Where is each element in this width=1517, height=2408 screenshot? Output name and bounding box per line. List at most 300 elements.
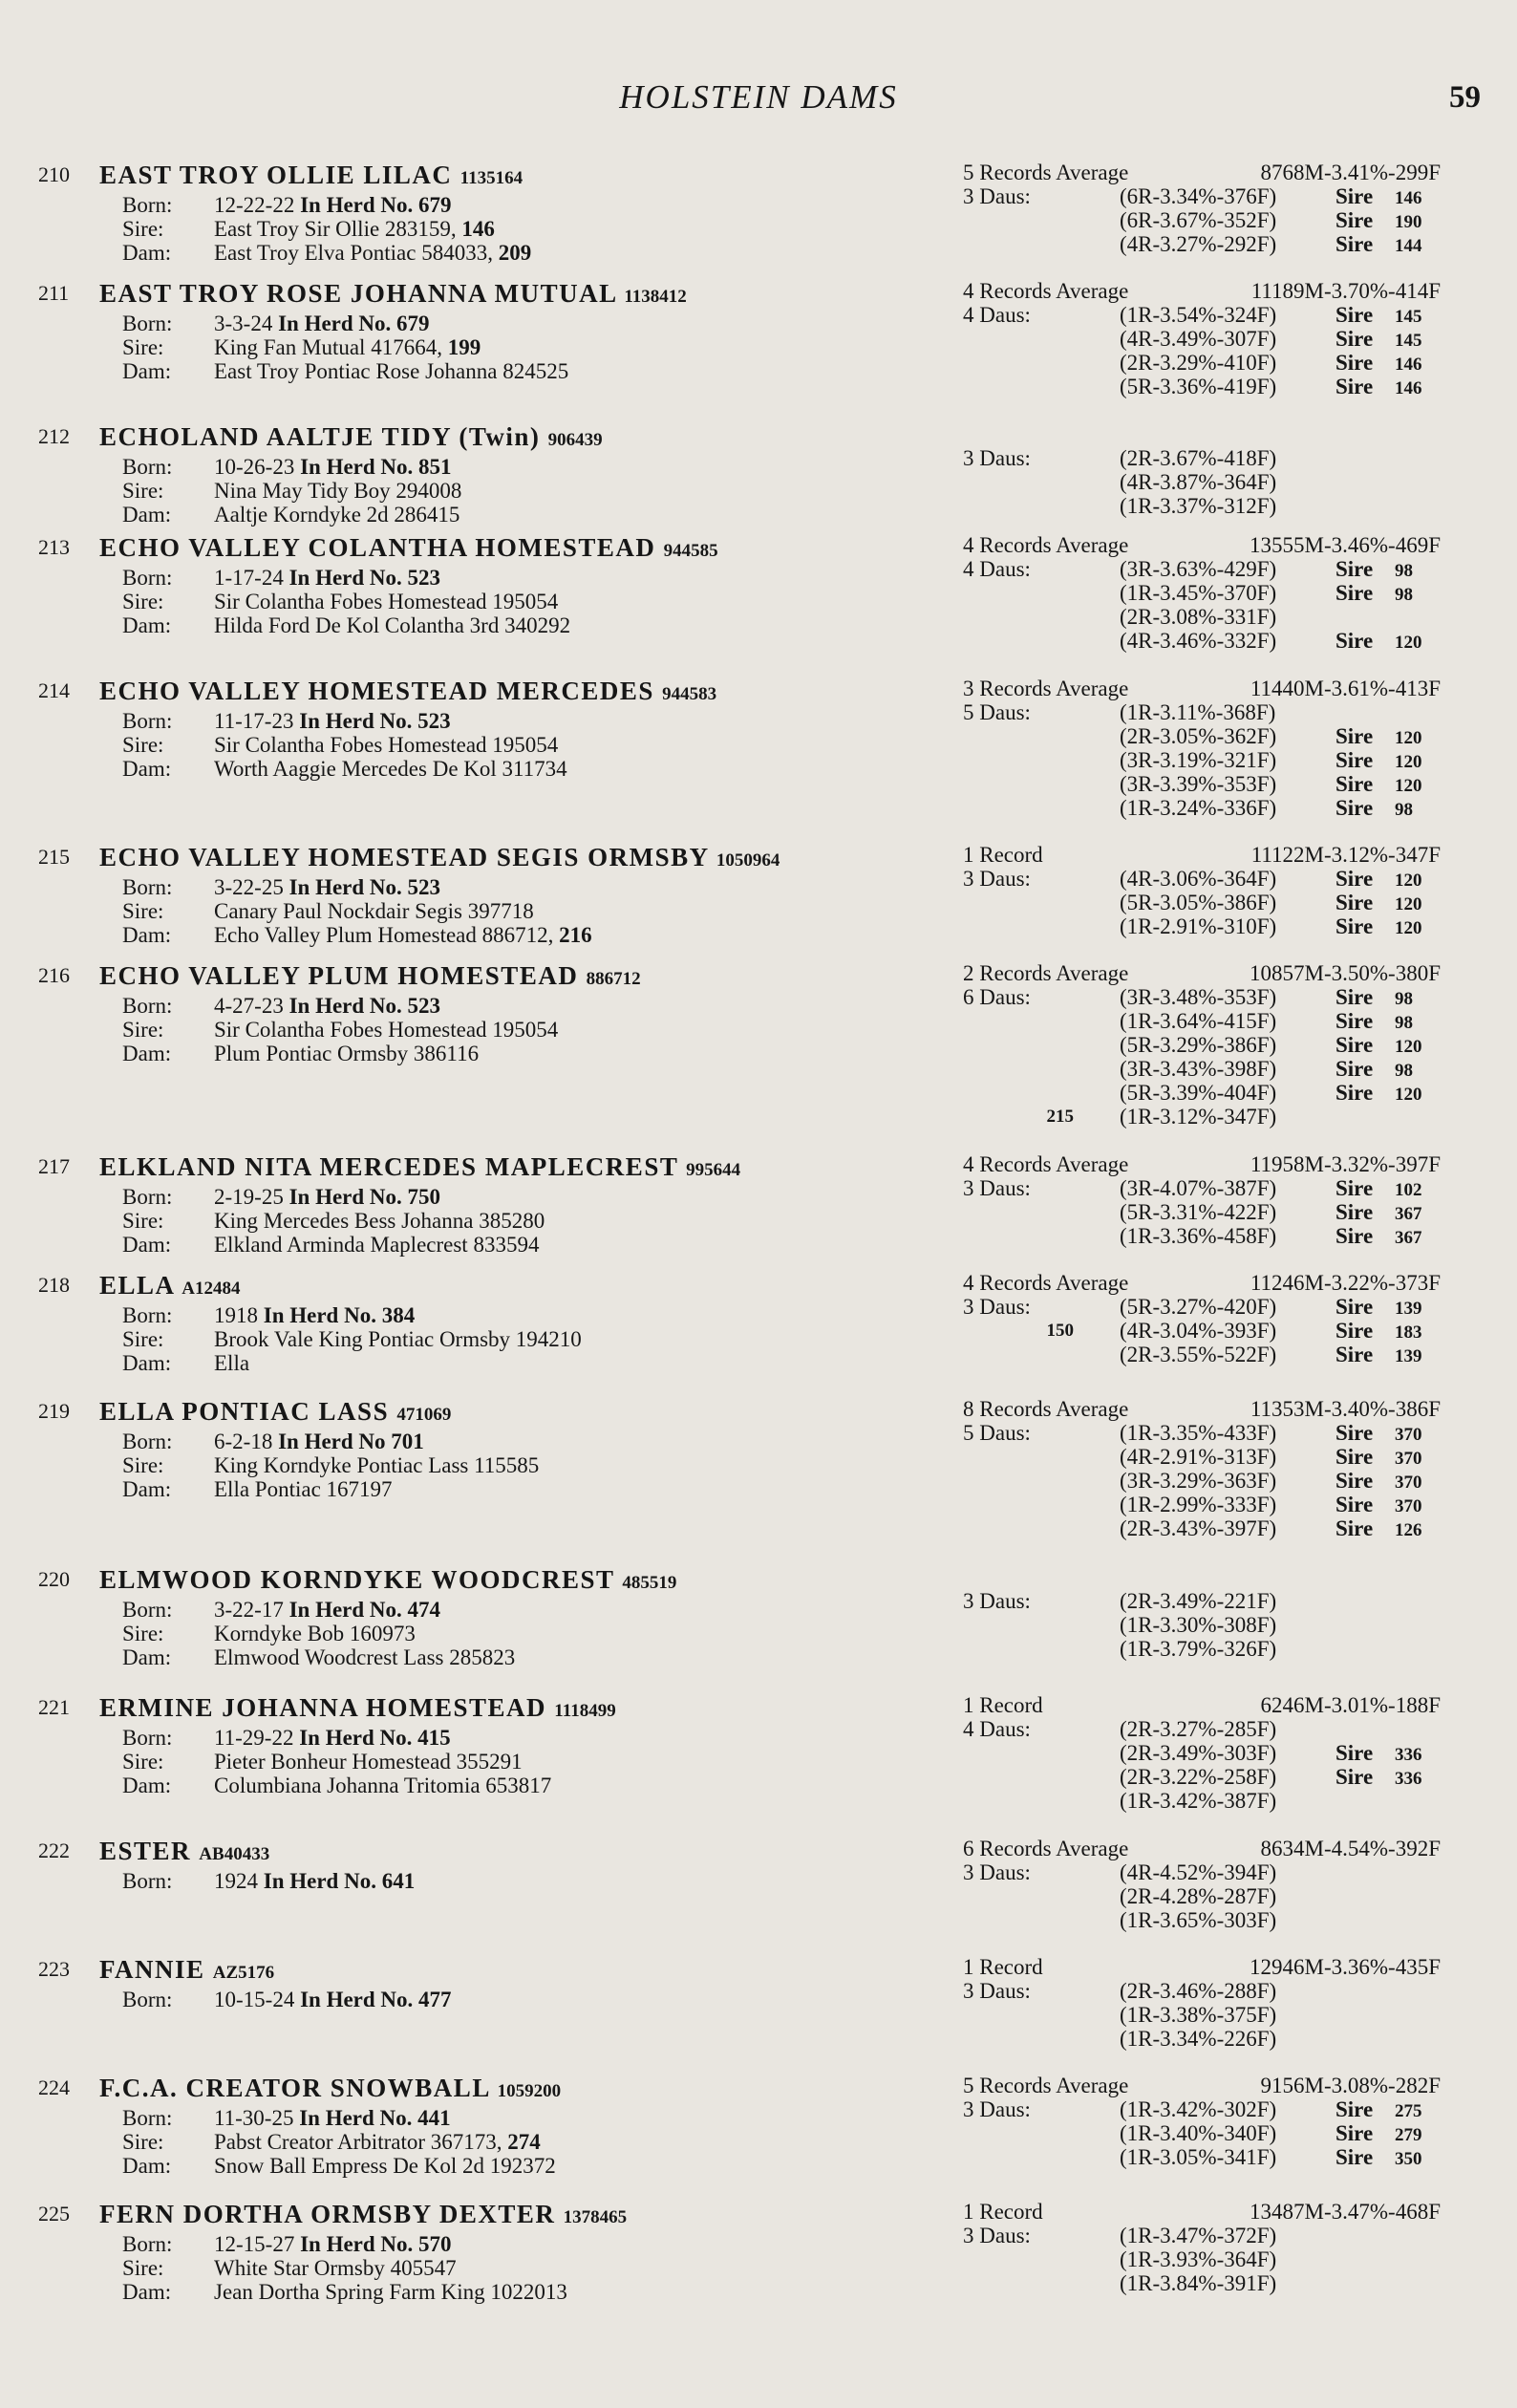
daughter-sire	[1335, 1765, 1441, 1791]
records-label: 4 Records Average	[963, 1271, 1129, 1295]
daughter-sire	[1335, 1469, 1441, 1494]
daughter-record-data: (1R-3.65%-303F)	[1120, 1908, 1277, 1932]
entry-details	[99, 2074, 940, 2178]
daughter-record	[963, 1884, 1441, 1908]
daughter-sire	[1335, 327, 1441, 353]
born-date: 11-29-22	[214, 1726, 294, 1750]
sire-name: Pabst Creator Arbitrator 367173,	[214, 2130, 502, 2154]
herd-label: In Herd No.	[299, 709, 413, 733]
entry-details	[99, 843, 940, 947]
records-label: 6 Records Average	[963, 1837, 1129, 1860]
born-line	[99, 1726, 940, 1750]
herd-label: In Herd No.	[288, 994, 402, 1018]
born-date: 10-26-23	[214, 455, 295, 479]
sire-label: Sire:	[122, 733, 164, 757]
born-line	[99, 1430, 940, 1453]
entry-number: 220	[38, 1567, 70, 1591]
daughter-record-data: (5R-3.29%-386F)	[1120, 1033, 1277, 1057]
records-average: 11122M-3.12%-347F	[1250, 843, 1441, 867]
daughter-sire-label: Sire	[1335, 796, 1374, 820]
dam-name-line	[99, 2074, 940, 2106]
daughter-sire-number: 139	[1395, 1299, 1422, 1319]
daughter-sire-label: Sire	[1335, 1319, 1374, 1343]
daughter-record-data: (4R-2.91%-313F)	[1120, 1445, 1277, 1469]
daughter-record-data: (2R-3.43%-397F)	[1120, 1516, 1277, 1540]
entry-details	[99, 961, 940, 1065]
sire-label: Sire:	[122, 899, 164, 923]
daughter-record-data: (1R-3.34%-226F)	[1120, 2027, 1277, 2051]
born-line	[99, 1598, 940, 1622]
dam-entry	[0, 1397, 1517, 1565]
sire-name: Brook Vale King Pontiac Ormsby 194210	[214, 1327, 582, 1351]
daughter-record	[963, 1908, 1441, 1932]
daughter-sire-number: 98	[1395, 585, 1413, 605]
daughters-label: 3 Daus:	[963, 2224, 1031, 2247]
born-date: 12-15-27	[214, 2232, 295, 2256]
daughter-sire-number: 146	[1395, 355, 1422, 375]
daughter-record	[963, 351, 1441, 375]
records-line	[963, 1837, 1441, 1860]
daughter-record	[963, 470, 1441, 494]
daughter-record-data: (4R-3.49%-307F)	[1120, 327, 1277, 351]
sire-line	[99, 899, 940, 923]
records-average: 8768M-3.41%-299F	[1260, 161, 1441, 184]
dam-name: ELKLAND NITA MERCEDES MAPLECREST	[99, 1152, 678, 1181]
daughter-record	[963, 629, 1441, 653]
born-line	[99, 193, 940, 217]
daughters-label: 4 Daus:	[963, 1717, 1031, 1741]
daughter-sire-label: Sire	[1335, 1295, 1374, 1319]
herd-label: In Herd No.	[288, 1598, 402, 1622]
records-label: 5 Records Average	[963, 2074, 1129, 2097]
daughter-sire-number: 120	[1395, 871, 1422, 891]
entry-details	[99, 677, 940, 781]
born-label: Born:	[122, 1185, 173, 1209]
daughter-sire-label: Sire	[1335, 1469, 1374, 1493]
daughter-sire-number: 279	[1395, 2125, 1422, 2145]
entry-number: 217	[38, 1154, 70, 1178]
sire-name: East Troy Sir Ollie 283159,	[214, 217, 457, 241]
records-average: 8634M-4.54%-392F	[1260, 1837, 1441, 1860]
daughter-sire-number: 126	[1395, 1520, 1422, 1540]
born-date: 1924	[214, 1869, 258, 1893]
daughter-record-data: (5R-3.36%-419F)	[1120, 375, 1277, 398]
daughters-label: 3 Daus:	[963, 1295, 1031, 1319]
registration-number: 995644	[686, 1160, 741, 1180]
records-average: 11189M-3.70%-414F	[1250, 279, 1441, 303]
dam-reference: 209	[498, 241, 532, 265]
daughter-sire	[1335, 2121, 1441, 2147]
records-line	[963, 2200, 1441, 2224]
sire-name: King Korndyke Pontiac Lass 115585	[214, 1453, 540, 1477]
dam-label: Dam:	[122, 1351, 172, 1375]
records-average: 11958M-3.32%-397F	[1250, 1152, 1441, 1176]
dam-line	[99, 2154, 940, 2178]
daughter-sire	[1335, 1057, 1441, 1083]
born-label: Born:	[122, 455, 173, 479]
dam-name-line	[99, 1271, 940, 1303]
daughter-sire-number: 120	[1395, 1085, 1422, 1105]
daughter-record	[963, 867, 1441, 891]
dam-parent-name: Snow Ball Empress De Kol 2d 192372	[214, 2154, 556, 2178]
entry-number: 223	[38, 1957, 70, 1981]
born-label: Born:	[122, 1869, 173, 1893]
sire-line	[99, 479, 940, 503]
daughter-sire-number: 98	[1395, 561, 1413, 581]
daughter-sire-number: 98	[1395, 1061, 1413, 1081]
registration-number: A12484	[182, 1279, 241, 1299]
records-line	[963, 161, 1441, 184]
dam-line	[99, 1477, 940, 1501]
records-column	[963, 2200, 1441, 2295]
records-line	[963, 279, 1441, 303]
dam-entry	[0, 2200, 1517, 2314]
entry-details	[99, 1271, 940, 1375]
daughter-record	[963, 1493, 1441, 1516]
dam-entry	[0, 279, 1517, 422]
dam-name-line	[99, 1397, 940, 1430]
records-label: 8 Records Average	[963, 1397, 1129, 1421]
sire-line	[99, 335, 940, 359]
herd-number: 441	[417, 2106, 451, 2130]
dam-label: Dam:	[122, 923, 172, 947]
daughter-record	[963, 1176, 1441, 1200]
born-line	[99, 1869, 940, 1893]
born-line	[99, 994, 940, 1018]
dam-reference: 216	[559, 923, 592, 947]
daughters-label: 3 Daus:	[963, 1589, 1031, 1613]
daughters-label: 5 Daus:	[963, 700, 1031, 724]
daughter-record	[963, 1200, 1441, 1224]
daughter-sire-number: 190	[1395, 212, 1422, 232]
daughter-record-data: (2R-3.46%-288F)	[1120, 1979, 1277, 2003]
records-average: 10857M-3.50%-380F	[1250, 961, 1441, 985]
dam-name: ESTER	[99, 1837, 192, 1865]
dam-entry	[0, 2074, 1517, 2200]
sire-line	[99, 217, 940, 241]
daughters-label: 5 Daus:	[963, 1421, 1031, 1445]
born-date: 3-22-25	[214, 875, 284, 899]
daughter-sire-label: Sire	[1335, 1516, 1374, 1540]
daughter-sire-label: Sire	[1335, 629, 1374, 653]
registration-number: 1135164	[459, 168, 523, 188]
dam-parent-name: Ella	[214, 1351, 250, 1375]
records-average: 11440M-3.61%-413F	[1250, 677, 1441, 700]
records-label: 4 Records Average	[963, 533, 1129, 557]
daughter-sire-label: Sire	[1335, 1493, 1374, 1516]
born-label: Born:	[122, 1303, 173, 1327]
records-line	[963, 2074, 1441, 2097]
daughter-sire	[1335, 748, 1441, 774]
registration-number: 906439	[547, 430, 603, 450]
records-label: 5 Records Average	[963, 161, 1129, 184]
sire-label: Sire:	[122, 2130, 164, 2154]
daughters-label: 3 Daus:	[963, 1860, 1031, 1884]
daughter-record	[963, 1421, 1441, 1445]
born-date: 3-22-17	[214, 1598, 284, 1622]
dam-parent-name: Elkland Arminda Maplecrest 833594	[214, 1233, 540, 1257]
records-average: 6246M-3.01%-188F	[1260, 1693, 1441, 1717]
registration-number: 944585	[663, 541, 718, 561]
herd-number: 701	[391, 1430, 424, 1453]
daughter-sire	[1335, 891, 1441, 916]
daughter-record-data: (4R-3.27%-292F)	[1120, 232, 1277, 256]
daughter-record	[963, 2271, 1441, 2295]
sire-name: Canary Paul Nockdair Segis 397718	[214, 899, 534, 923]
daughter-record-data: (3R-3.48%-353F)	[1120, 985, 1277, 1009]
records-average: 11246M-3.22%-373F	[1250, 1271, 1441, 1295]
records-column	[963, 1397, 1441, 1540]
daughter-record	[963, 2097, 1441, 2121]
dam-line	[99, 241, 940, 265]
daughter-sire-label: Sire	[1335, 1421, 1374, 1445]
daughter-record-data: (1R-3.36%-458F)	[1120, 1224, 1277, 1248]
dam-line	[99, 923, 940, 947]
dam-line	[99, 1645, 940, 1669]
born-label: Born:	[122, 1430, 173, 1453]
herd-label: In Herd No.	[300, 1988, 414, 2011]
daughter-sire-number: 336	[1395, 1769, 1422, 1789]
entry-details	[99, 161, 940, 265]
daughter-sire	[1335, 985, 1441, 1011]
daughter-sire-number: 275	[1395, 2101, 1422, 2121]
daughter-record-data: (1R-3.42%-387F)	[1120, 1789, 1277, 1813]
daughter-sire-number: 120	[1395, 776, 1422, 796]
dam-entry	[0, 422, 1517, 533]
born-date: 4-27-23	[214, 994, 284, 1018]
registration-number: 1118499	[554, 1701, 616, 1721]
born-date: 1918	[214, 1303, 258, 1327]
dam-name-line	[99, 1693, 940, 1726]
daughter-record	[963, 1343, 1441, 1366]
dam-entry	[0, 1271, 1517, 1397]
daughter-sire-number: 144	[1395, 236, 1422, 256]
sire-label: Sire:	[122, 2256, 164, 2280]
dam-parent-name: Plum Pontiac Ormsby 386116	[214, 1042, 480, 1065]
daughter-record-data: (1R-3.05%-341F)	[1120, 2145, 1277, 2169]
sire-name: Nina May Tidy Boy 294008	[214, 479, 462, 503]
entry-details	[99, 422, 940, 527]
dam-name-line	[99, 961, 940, 994]
registration-number: 1378465	[563, 2207, 628, 2227]
daughter-record	[963, 2247, 1441, 2271]
sire-line	[99, 733, 940, 757]
daughter-sire	[1335, 796, 1441, 822]
dam-name-line	[99, 1837, 940, 1869]
born-date: 10-15-24	[214, 1988, 295, 2011]
daughter-sire	[1335, 375, 1441, 400]
daughters-label: 3 Daus:	[963, 867, 1031, 891]
daughter-record-data: (2R-3.08%-331F)	[1120, 605, 1277, 629]
herd-label: In Herd No.	[300, 455, 414, 479]
born-label: Born:	[122, 709, 173, 733]
dam-parent-name: Jean Dortha Spring Farm King 1022013	[214, 2280, 567, 2304]
born-line	[99, 2106, 940, 2130]
daughter-sire-label: Sire	[1335, 1176, 1374, 1200]
page-number: 59	[1449, 80, 1481, 115]
dam-name-line	[99, 677, 940, 709]
daughter-record-data: (1R-3.93%-364F)	[1120, 2247, 1277, 2271]
daughter-sire-number: 367	[1395, 1204, 1422, 1224]
herd-label: In Herd No.	[299, 2106, 413, 2130]
dam-line	[99, 2280, 940, 2304]
daughter-sire-number: 370	[1395, 1496, 1422, 1516]
daughter-record-data: (2R-3.49%-303F)	[1120, 1741, 1277, 1765]
daughter-record-data: (1R-3.79%-326F)	[1120, 1637, 1277, 1661]
daughter-sire	[1335, 1493, 1441, 1518]
daughter-record-data: (3R-3.29%-363F)	[1120, 1469, 1277, 1493]
daughter-sire	[1335, 1445, 1441, 1471]
sire-reference: 274	[507, 2130, 541, 2154]
daughter-sire-number: 145	[1395, 307, 1422, 327]
daughter-sire-label: Sire	[1335, 891, 1374, 914]
dam-parent-name: Hilda Ford De Kol Colantha 3rd 340292	[214, 613, 571, 637]
daughters-label: 6 Daus:	[963, 985, 1031, 1009]
records-label: 4 Records Average	[963, 279, 1129, 303]
records-label: 1 Record	[963, 1693, 1043, 1717]
daughter-record	[963, 1469, 1441, 1493]
daughter-record-data: (3R-3.39%-353F)	[1120, 772, 1277, 796]
daughter-record-data: (2R-3.05%-362F)	[1120, 724, 1277, 748]
dam-name-line	[99, 2200, 940, 2232]
daughter-sire	[1335, 1176, 1441, 1202]
entry-number: 224	[38, 2075, 70, 2099]
herd-label: In Herd No.	[263, 1303, 376, 1327]
dam-parent-name: Columbiana Johanna Tritomia 653817	[214, 1774, 552, 1797]
herd-label: In Herd No.	[288, 1185, 402, 1209]
records-line	[963, 533, 1441, 557]
sire-name: Pieter Bonheur Homestead 355291	[214, 1750, 523, 1774]
records-column	[963, 1837, 1441, 1932]
daughter-record	[963, 1717, 1441, 1741]
dam-name-line	[99, 279, 940, 312]
sire-name: Sir Colantha Fobes Homestead 195054	[214, 1018, 559, 1042]
born-line	[99, 1185, 940, 1209]
daughter-record-data: (2R-3.55%-522F)	[1120, 1343, 1277, 1366]
entry-number: 222	[38, 1838, 70, 1862]
daughter-record	[963, 724, 1441, 748]
dam-name: ELMWOOD KORNDYKE WOODCREST	[99, 1565, 615, 1594]
dam-line	[99, 1351, 940, 1375]
records-column	[963, 422, 1441, 518]
dam-name: FANNIE	[99, 1955, 205, 1984]
daughter-record	[963, 605, 1441, 629]
daughter-record-data: (1R-3.30%-308F)	[1120, 1613, 1277, 1637]
entry-details	[99, 1693, 940, 1797]
sire-label: Sire:	[122, 590, 164, 613]
daughter-record-data: (4R-3.46%-332F)	[1120, 629, 1277, 653]
records-column	[963, 1271, 1441, 1366]
born-line	[99, 1303, 940, 1327]
herd-number: 570	[418, 2232, 452, 2256]
dam-name: EAST TROY OLLIE LILAC	[99, 161, 453, 189]
sire-label: Sire:	[122, 1209, 164, 1233]
daughter-sire-number: 350	[1395, 2149, 1422, 2169]
daughter-sire	[1335, 351, 1441, 376]
sire-reference: 199	[447, 335, 481, 359]
daughter-record-data: (4R-3.04%-393F)	[1120, 1319, 1277, 1343]
daughters-label: 3 Daus:	[963, 1979, 1031, 2003]
dam-name-line	[99, 1565, 940, 1598]
daughter-sire-label: Sire	[1335, 1741, 1374, 1765]
daughter-sire-label: Sire	[1335, 724, 1374, 748]
entry-number: 218	[38, 1273, 70, 1297]
sire-name: King Fan Mutual 417664,	[214, 335, 442, 359]
dam-entry	[0, 161, 1517, 279]
herd-label: In Herd No.	[299, 1726, 413, 1750]
dam-name: ELLA PONTIAC LASS	[99, 1397, 390, 1426]
entry-details	[99, 1397, 940, 1501]
herd-label: In Herd No.	[288, 875, 402, 899]
daughter-sire	[1335, 1295, 1441, 1321]
daughter-record	[963, 2027, 1441, 2051]
herd-label: In Herd No.	[263, 1869, 376, 1893]
daughter-sire-label: Sire	[1335, 985, 1374, 1009]
daughter-record-data: (1R-3.37%-312F)	[1120, 494, 1277, 518]
sire-label: Sire:	[122, 479, 164, 503]
sire-label: Sire:	[122, 217, 164, 241]
born-line	[99, 455, 940, 479]
records-column	[963, 2074, 1441, 2169]
daughter-record	[963, 2121, 1441, 2145]
daughter-record-data: (1R-3.11%-368F)	[1120, 700, 1276, 724]
daughter-record-data: (3R-3.63%-429F)	[1120, 557, 1277, 581]
dam-name: ECHO VALLEY COLANTHA HOMESTEAD	[99, 533, 656, 562]
sire-line	[99, 1327, 940, 1351]
daughter-record	[963, 581, 1441, 605]
born-label: Born:	[122, 994, 173, 1018]
sire-line	[99, 1622, 940, 1645]
records-label: 1 Record	[963, 1955, 1043, 1979]
entry-details	[99, 1565, 940, 1669]
daughters-label: 3 Daus:	[963, 184, 1031, 208]
daughter-sire-number: 120	[1395, 752, 1422, 772]
daughter-record-data: (1R-3.84%-391F)	[1120, 2271, 1277, 2295]
daughter-record-data: (1R-3.38%-375F)	[1120, 2003, 1277, 2027]
daughter-sire-number: 183	[1395, 1322, 1422, 1343]
records-line	[963, 961, 1441, 985]
daughter-sire	[1335, 1421, 1441, 1447]
daughter-sire-number: 370	[1395, 1425, 1422, 1445]
entry-details	[99, 533, 940, 637]
records-line	[963, 1152, 1441, 1176]
herd-label: In Herd No.	[288, 566, 402, 590]
daughter-record	[963, 1057, 1441, 1081]
records-column	[963, 533, 1441, 653]
daughter-record	[963, 772, 1441, 796]
daughter-sire-number: 120	[1395, 728, 1422, 748]
daughter-record-data: (2R-3.67%-418F)	[1120, 446, 1277, 470]
sire-reference: 146	[461, 217, 495, 241]
daughter-sire-label: Sire	[1335, 867, 1374, 891]
born-line	[99, 1988, 940, 2011]
daughter-sire-number: 120	[1395, 633, 1422, 653]
sire-name: Sir Colantha Fobes Homestead 195054	[214, 733, 559, 757]
daughter-record-data: (5R-3.05%-386F)	[1120, 891, 1277, 914]
dam-entry	[0, 961, 1517, 1152]
sire-name: King Mercedes Bess Johanna 385280	[214, 1209, 545, 1233]
daughter-record-data: (1R-2.91%-310F)	[1120, 914, 1277, 938]
daughter-record-data: (2R-3.22%-258F)	[1120, 1765, 1277, 1789]
daughter-sire	[1335, 232, 1441, 258]
sire-label: Sire:	[122, 335, 164, 359]
daughter-record-data: (1R-3.40%-340F)	[1120, 2121, 1277, 2145]
daughter-record	[963, 985, 1441, 1009]
dam-name: FERN DORTHA ORMSBY DEXTER	[99, 2200, 556, 2228]
registration-number: 886712	[586, 969, 641, 989]
daughter-sire	[1335, 303, 1441, 329]
dam-line	[99, 757, 940, 781]
